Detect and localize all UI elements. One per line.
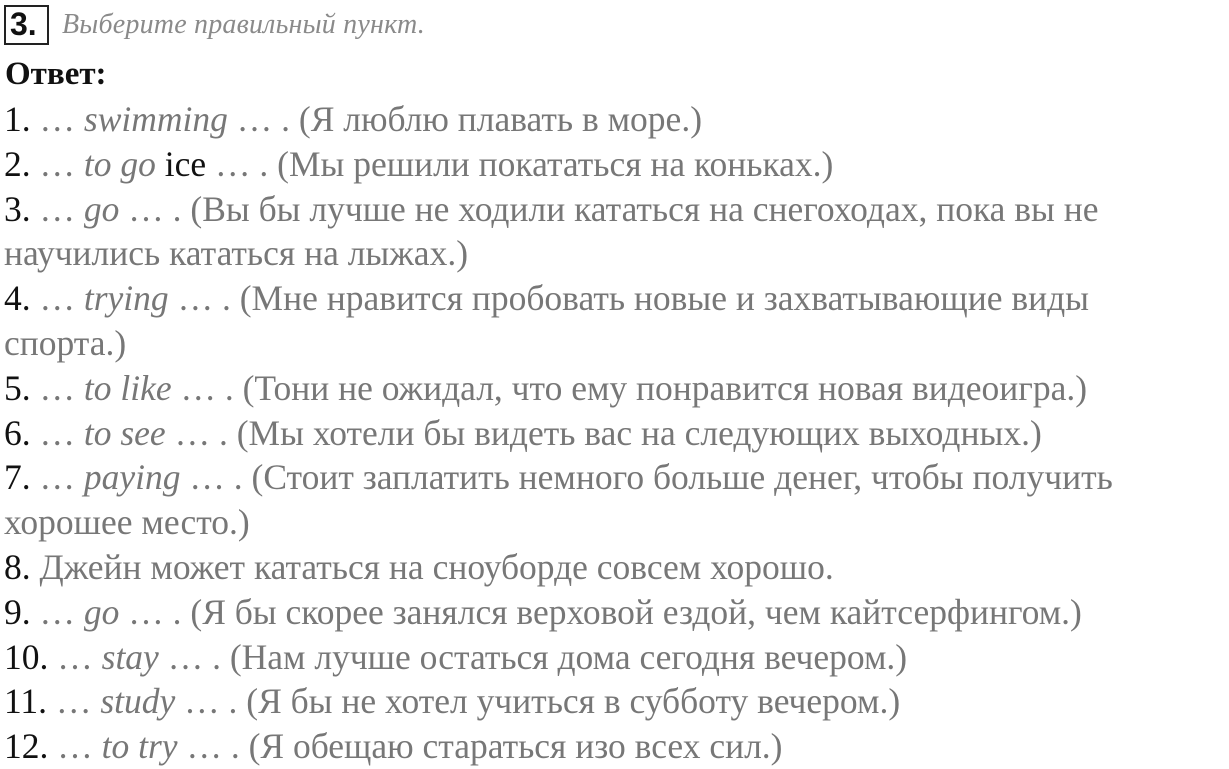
item-answer-word: go (83, 591, 120, 632)
item-translation: (Нам лучше остаться дома сегодня вечером.) (229, 636, 908, 677)
item-extra-word: ice (155, 143, 207, 184)
item-translation: (Я бы не хотел учиться в субботу вечером.) (246, 681, 901, 722)
item-ellipsis: … (30, 412, 84, 453)
item-translation: (Мы хотели бы видеть вас на следующих выходных.) (236, 412, 1042, 453)
answer-item (4, 635, 1229, 680)
item-number: 12. (4, 726, 49, 767)
answer-item (4, 679, 1229, 724)
answer-item (4, 411, 1229, 456)
answer-item (4, 142, 1229, 187)
item-ellipsis: … (30, 99, 84, 139)
item-answer-word: study (100, 681, 176, 722)
item-answer-word: to go (83, 143, 156, 184)
item-ellipsis: … . (177, 726, 249, 767)
answer-heading: Ответ: (5, 56, 107, 92)
item-ellipsis: … . (206, 143, 278, 184)
answer-item (4, 455, 1229, 500)
item-ellipsis: … (30, 143, 84, 184)
item-number: 4. (4, 278, 31, 319)
answer-item (4, 366, 1229, 411)
item-ellipsis: … . (168, 278, 240, 319)
item-ellipsis: … . (119, 591, 191, 632)
item-number: 7. (4, 457, 31, 498)
item-number: 3. (4, 188, 31, 229)
item-number: 8. (4, 546, 31, 587)
task-number-box: 3. (4, 5, 49, 45)
item-ellipsis: … . (171, 367, 243, 408)
item-sentence: Джейн может кататься на сноуборде совсем хорошо. (30, 546, 834, 587)
item-ellipsis: … (30, 457, 84, 498)
item-translation: (Я бы скорее занялся верховой ездой, чем кайтсерфингом.) (190, 591, 1082, 632)
item-ellipsis: … (47, 681, 101, 722)
item-ellipsis: … (30, 188, 84, 229)
item-answer-word: paying (83, 457, 181, 498)
item-number: 6. (4, 412, 31, 453)
item-ellipsis: … . (165, 412, 237, 453)
item-answer-word: trying (83, 278, 169, 319)
item-ellipsis: … . (158, 636, 230, 677)
task-instruction: Выберите правильный пункт. (62, 9, 425, 40)
item-ellipsis: … (48, 636, 102, 677)
item-ellipsis: … . (227, 99, 299, 139)
item-answer-word: to like (83, 367, 172, 408)
item-number: 2. (4, 143, 31, 184)
item-ellipsis: … (30, 367, 84, 408)
task-header (4, 5, 425, 45)
item-answer-word: stay (101, 636, 159, 677)
item-translation: (Мы решили покататься на коньках.) (277, 143, 834, 184)
item-number: 9. (4, 591, 31, 632)
item-translation: (Вы бы лучше не ходили кататься на снегоходах, пока вы не (190, 188, 1099, 229)
item-number: 11. (4, 681, 48, 722)
answer-item (4, 590, 1229, 635)
item-ellipsis: … . (119, 188, 191, 229)
item-translation-continuation: спорта.) (4, 322, 127, 363)
answer-list (4, 97, 1229, 769)
item-number: 1. (4, 99, 31, 139)
answer-item (4, 187, 1229, 232)
item-ellipsis: … . (180, 457, 252, 498)
item-answer-word: go (83, 188, 120, 229)
answer-item (4, 97, 1229, 142)
item-ellipsis: … (30, 278, 84, 319)
answer-item (4, 724, 1229, 769)
item-answer-word: swimming (83, 99, 228, 139)
item-number: 10. (4, 636, 49, 677)
item-translation: (Тони не ожидал, что ему понравится новая видеоигра.) (242, 367, 1088, 408)
answer-item (4, 276, 1229, 321)
item-translation: (Я люблю плавать в море.) (298, 99, 703, 139)
item-answer-word: to try (101, 726, 178, 767)
item-ellipsis: … . (175, 681, 247, 722)
item-number: 5. (4, 367, 31, 408)
item-translation: (Стоит заплатить немного больше денег, чтобы получить (251, 457, 1113, 498)
item-answer-word: to see (83, 412, 166, 453)
item-ellipsis: … (48, 726, 102, 767)
item-translation: (Я обещаю стараться изо всех сил.) (248, 726, 783, 767)
item-translation-continuation: хорошее место.) (4, 502, 250, 543)
item-translation-continuation: научились кататься на лыжах.) (4, 233, 469, 274)
answer-item (4, 545, 1229, 590)
item-ellipsis: … (30, 591, 84, 632)
item-translation: (Мне нравится пробовать новые и захватывающие виды (239, 278, 1090, 319)
